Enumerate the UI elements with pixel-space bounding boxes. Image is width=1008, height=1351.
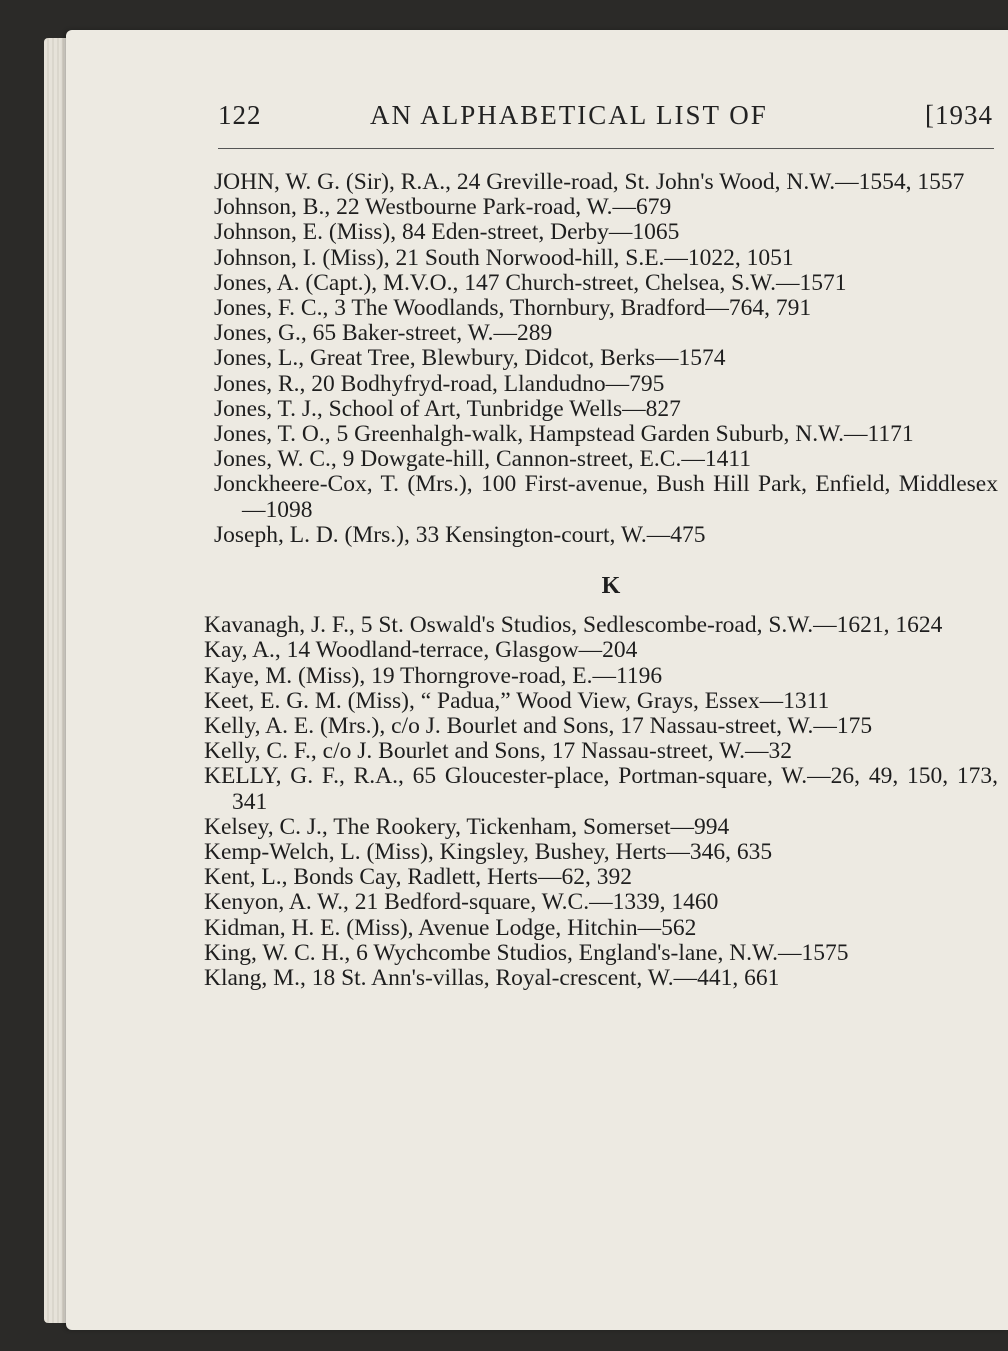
list-item: Kavanagh, J. F., 5 St. Oswald's Studios, Sedlescombe-road, S.W.—1621, 1624: [204, 612, 943, 639]
list-item: Johnson, I. (Miss), 21 South Norwood-hill, S.E.—1022, 1051: [214, 244, 794, 271]
list-item: Jones, R., 20 Bodhyfryd-road, Llandudno—795: [214, 370, 665, 397]
year-label: [1934: [925, 100, 993, 130]
list-item: King, W. C. H., 6 Wychcombe Studios, England's-lane, N.W.—1575: [204, 939, 849, 966]
list-item: Kelly, C. F., c/o J. Bourlet and Sons, 17 Nassau-street, W.—32: [204, 738, 792, 765]
list-item: Jones, W. C., 9 Dowgate-hill, Cannon-street, E.C.—1411: [214, 446, 751, 473]
list-item: Jones, T. J., School of Art, Tunbridge Wells—827: [214, 395, 681, 422]
list-item: Johnson, B., 22 Westbourne Park-road, W.—679: [214, 194, 672, 221]
list-item: Jonckheere-Cox, T. (Mrs.), 100 First-avenue, Bush Hill Park, Enfield, Middlesex—1098: [214, 471, 998, 523]
list-item: Keet, E. G. M. (Miss), “ Padua,” Wood View, Grays, Essex—1311: [204, 687, 830, 714]
list-item: Kelly, A. E. (Mrs.), c/o J. Bourlet and Sons, 17 Nassau-street, W.—175: [204, 713, 873, 740]
list-item: Klang, M., 18 St. Ann's-villas, Royal-crescent, W.—441, 661: [204, 965, 780, 992]
list-item: Kenyon, A. W., 21 Bedford-square, W.C.—1339, 1460: [204, 889, 719, 916]
list-item: Jones, F. C., 3 The Woodlands, Thornbury, Bradford—764, 791: [214, 295, 812, 322]
list-item: Kent, L., Bonds Cay, Radlett, Herts—62, 392: [204, 864, 632, 891]
section-j: [214, 170, 998, 548]
running-head: [218, 100, 996, 136]
list-item: Joseph, L. D. (Mrs.), 33 Kensington-court, W.—475: [214, 521, 706, 548]
list-item: Jones, A. (Capt.), M.V.O., 147 Church-street, Chelsea, S.W.—1571: [214, 269, 847, 296]
list-item: Johnson, E. (Miss), 84 Eden-street, Derby—1065: [214, 219, 680, 246]
page-number: 122: [218, 100, 262, 130]
list-item: Jones, G., 65 Baker-street, W.—289: [214, 320, 553, 347]
section-heading-k: K: [601, 573, 621, 600]
list-item: Jones, T. O., 5 Greenhalgh-walk, Hampstead Garden Suburb, N.W.—1171: [214, 421, 914, 448]
list-item: Kidman, H. E. (Miss), Avenue Lodge, Hitchin—562: [204, 914, 697, 941]
list-item: Jones, L., Great Tree, Blewbury, Didcot, Berks—1574: [214, 345, 726, 372]
list-item: Kaye, M. (Miss), 19 Thorngrove-road, E.—1196: [204, 662, 663, 689]
list-item: Kelsey, C. J., The Rookery, Tickenham, Somerset—994: [204, 813, 730, 840]
section-k: [204, 613, 998, 991]
list-item: Kemp-Welch, L. (Miss), Kingsley, Bushey, Herts—346, 635: [204, 839, 773, 866]
entry-list: [204, 169, 998, 992]
page-title: AN ALPHABETICAL LIST OF: [370, 100, 768, 130]
list-item: KELLY, G. F., R.A., 65 Gloucester-place, Portman-square, W.—26, 49, 150, 173, 341: [204, 763, 998, 815]
header-rule: [218, 148, 994, 149]
list-item: Kay, A., 14 Woodland-terrace, Glasgow—204: [204, 637, 638, 664]
list-item: JOHN, W. G. (Sir), R.A., 24 Greville-road, St. John's Wood, N.W.—1554, 1557: [214, 169, 965, 195]
